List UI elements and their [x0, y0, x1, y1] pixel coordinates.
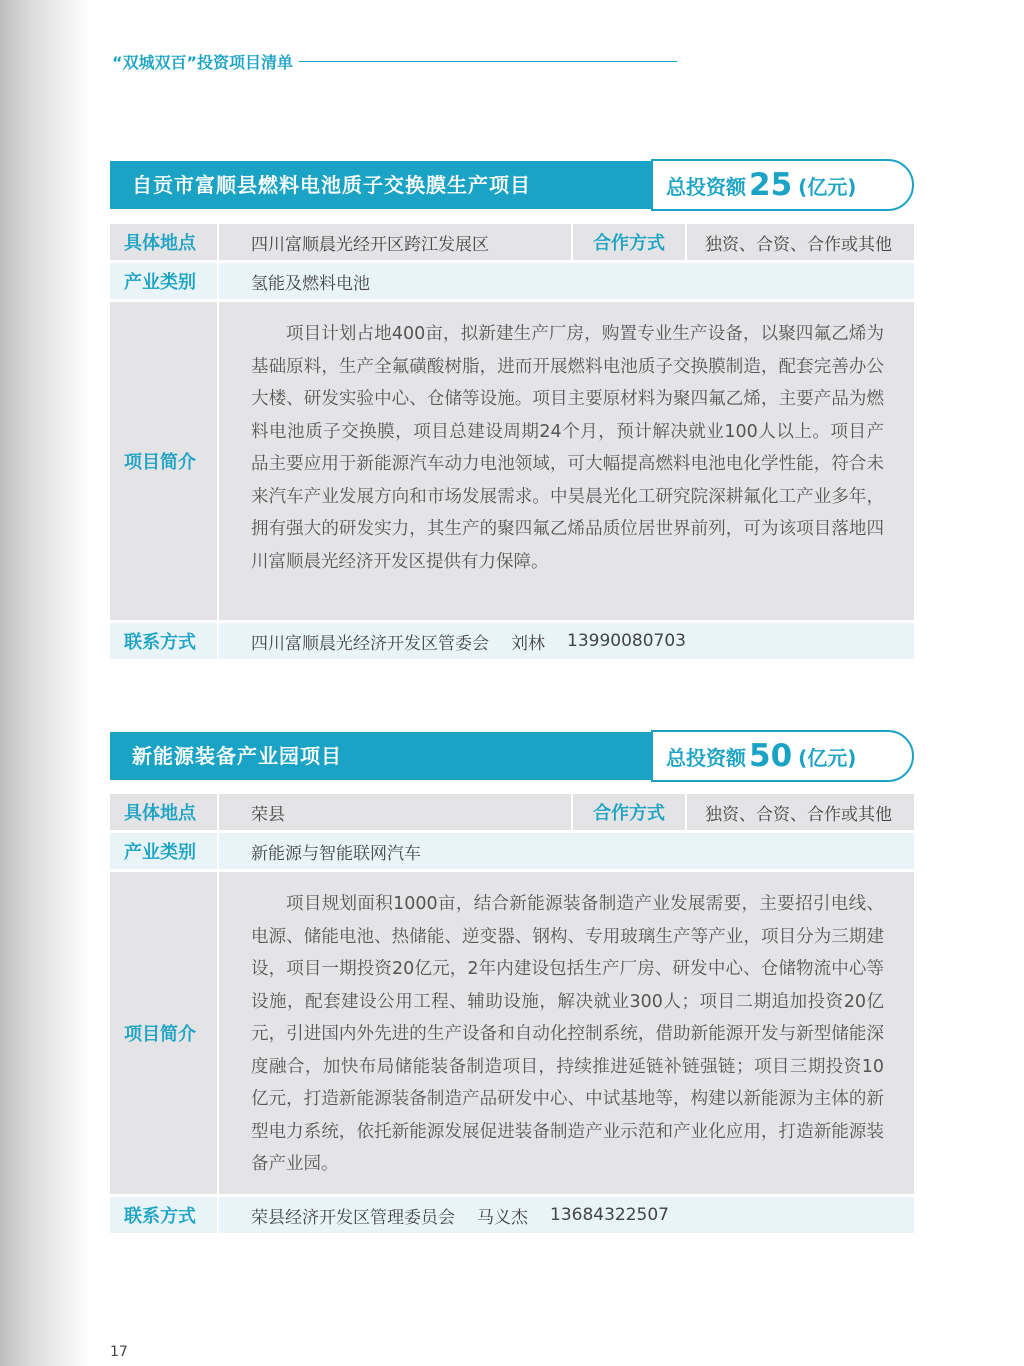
contact-person: 马义杰 — [477, 1207, 528, 1228]
intro-row — [110, 872, 914, 1194]
running-header-title: “双城双百”投资项目清单 — [112, 52, 294, 72]
investment-label: 总投资额 — [666, 174, 746, 199]
cooperation-label: 合作方式 — [573, 794, 685, 830]
project-title-bar — [110, 159, 914, 211]
intro-text: 项目规划面积1000亩，结合新能源装备制造产业发展需要，主要招引电线、电源、储能电池、热储能、逆变器、钢构、专用玻璃生产等产业，项目分为三期建设，项目一期投资20亿元，2年内建设包括生产厂房、研发中心、仓储物流中心等设施，配套建设公用工程、辅助设施，解决就业300人；项目二期追加投资20亿元，引进国内外先进的生产设备和自动化控制系统，借助新能源开发与新型储能深度融合，加快布局储能装备制造项目，持续推进延链补链强链；项目三期投资10亿元，打造新能源装备制造产品研发中心、中试基地等，构建以新能源为主体的新型电力系统，依托新能源发展促进装备制造产业示范和产业化应用，打造新能源装备产业园。 — [251, 894, 884, 1174]
location-row — [110, 224, 914, 260]
project-card — [110, 730, 914, 1233]
contact-org: 四川富顺晨光经济开发区管委会 — [251, 633, 489, 654]
investment-amount: 25 — [749, 166, 793, 203]
cooperation-value: 独资、合资、合作或其他 — [687, 794, 914, 830]
contact-phone: 13990080703 — [567, 631, 686, 651]
project-title-bar — [110, 730, 914, 782]
contact-row — [110, 623, 914, 659]
intro-cell — [219, 872, 914, 1194]
intro-cell — [219, 302, 914, 620]
contact-phone: 13684322507 — [550, 1205, 669, 1225]
running-header — [112, 49, 677, 73]
cooperation-value: 独资、合资、合作或其他 — [687, 224, 914, 260]
location-value: 四川富顺晨光经开区跨江发展区 — [219, 224, 571, 260]
contact-value — [219, 1197, 914, 1233]
industry-label: 产业类别 — [110, 263, 217, 299]
intro-label: 项目简介 — [110, 302, 217, 620]
contact-label: 联系方式 — [110, 1197, 217, 1233]
contact-org: 荣县经济开发区管理委员会 — [251, 1207, 455, 1228]
intro-row — [110, 302, 914, 620]
contact-row — [110, 1197, 914, 1233]
project-title: 新能源装备产业园项目 — [132, 744, 342, 768]
industry-label: 产业类别 — [110, 833, 217, 869]
industry-value: 氢能及燃料电池 — [219, 263, 914, 299]
page-binding-shadow — [0, 0, 90, 1366]
industry-value: 新能源与智能联网汽车 — [219, 833, 914, 869]
project-card — [110, 159, 914, 659]
contact-person: 刘林 — [511, 633, 545, 654]
project-title: 自贡市富顺县燃料电池质子交换膜生产项目 — [132, 173, 531, 197]
contact-value — [219, 623, 914, 659]
investment-unit: (亿元) — [798, 745, 857, 770]
investment-badge — [651, 159, 914, 211]
industry-row — [110, 263, 914, 299]
location-row — [110, 794, 914, 830]
page-number: 17 — [110, 1344, 128, 1360]
location-value: 荣县 — [219, 794, 571, 830]
intro-label: 项目简介 — [110, 872, 217, 1194]
contact-label: 联系方式 — [110, 623, 217, 659]
running-header-rule — [299, 61, 677, 62]
location-label: 具体地点 — [110, 224, 217, 260]
investment-unit: (亿元) — [798, 174, 857, 199]
investment-label: 总投资额 — [666, 745, 746, 770]
intro-text: 项目计划占地400亩，拟新建生产厂房，购置专业生产设备，以聚四氟乙烯为基础原料，生产全氟磺酸树脂，进而开展燃料电池质子交换膜制造，配套完善办公大楼、研发实验中心、仓储等设施。项目主要原材料为聚四氟乙烯，主要产品为燃料电池质子交换膜，项目总建设周期24个月，预计解决就业100人以上。项目产品主要应用于新能源汽车动力电池领域，可大幅提高燃料电池电化学性能，符合未来汽车产业发展方向和市场发展需求。中昊晨光化工研究院深耕氟化工产业多年，拥有强大的研发实力，其生产的聚四氟乙烯品质位居世界前列，可为该项目落地四川富顺晨光经济开发区提供有力保障。 — [251, 324, 884, 572]
cooperation-label: 合作方式 — [573, 224, 685, 260]
industry-row — [110, 833, 914, 869]
investment-amount: 50 — [749, 737, 793, 774]
location-label: 具体地点 — [110, 794, 217, 830]
investment-badge — [651, 730, 914, 782]
